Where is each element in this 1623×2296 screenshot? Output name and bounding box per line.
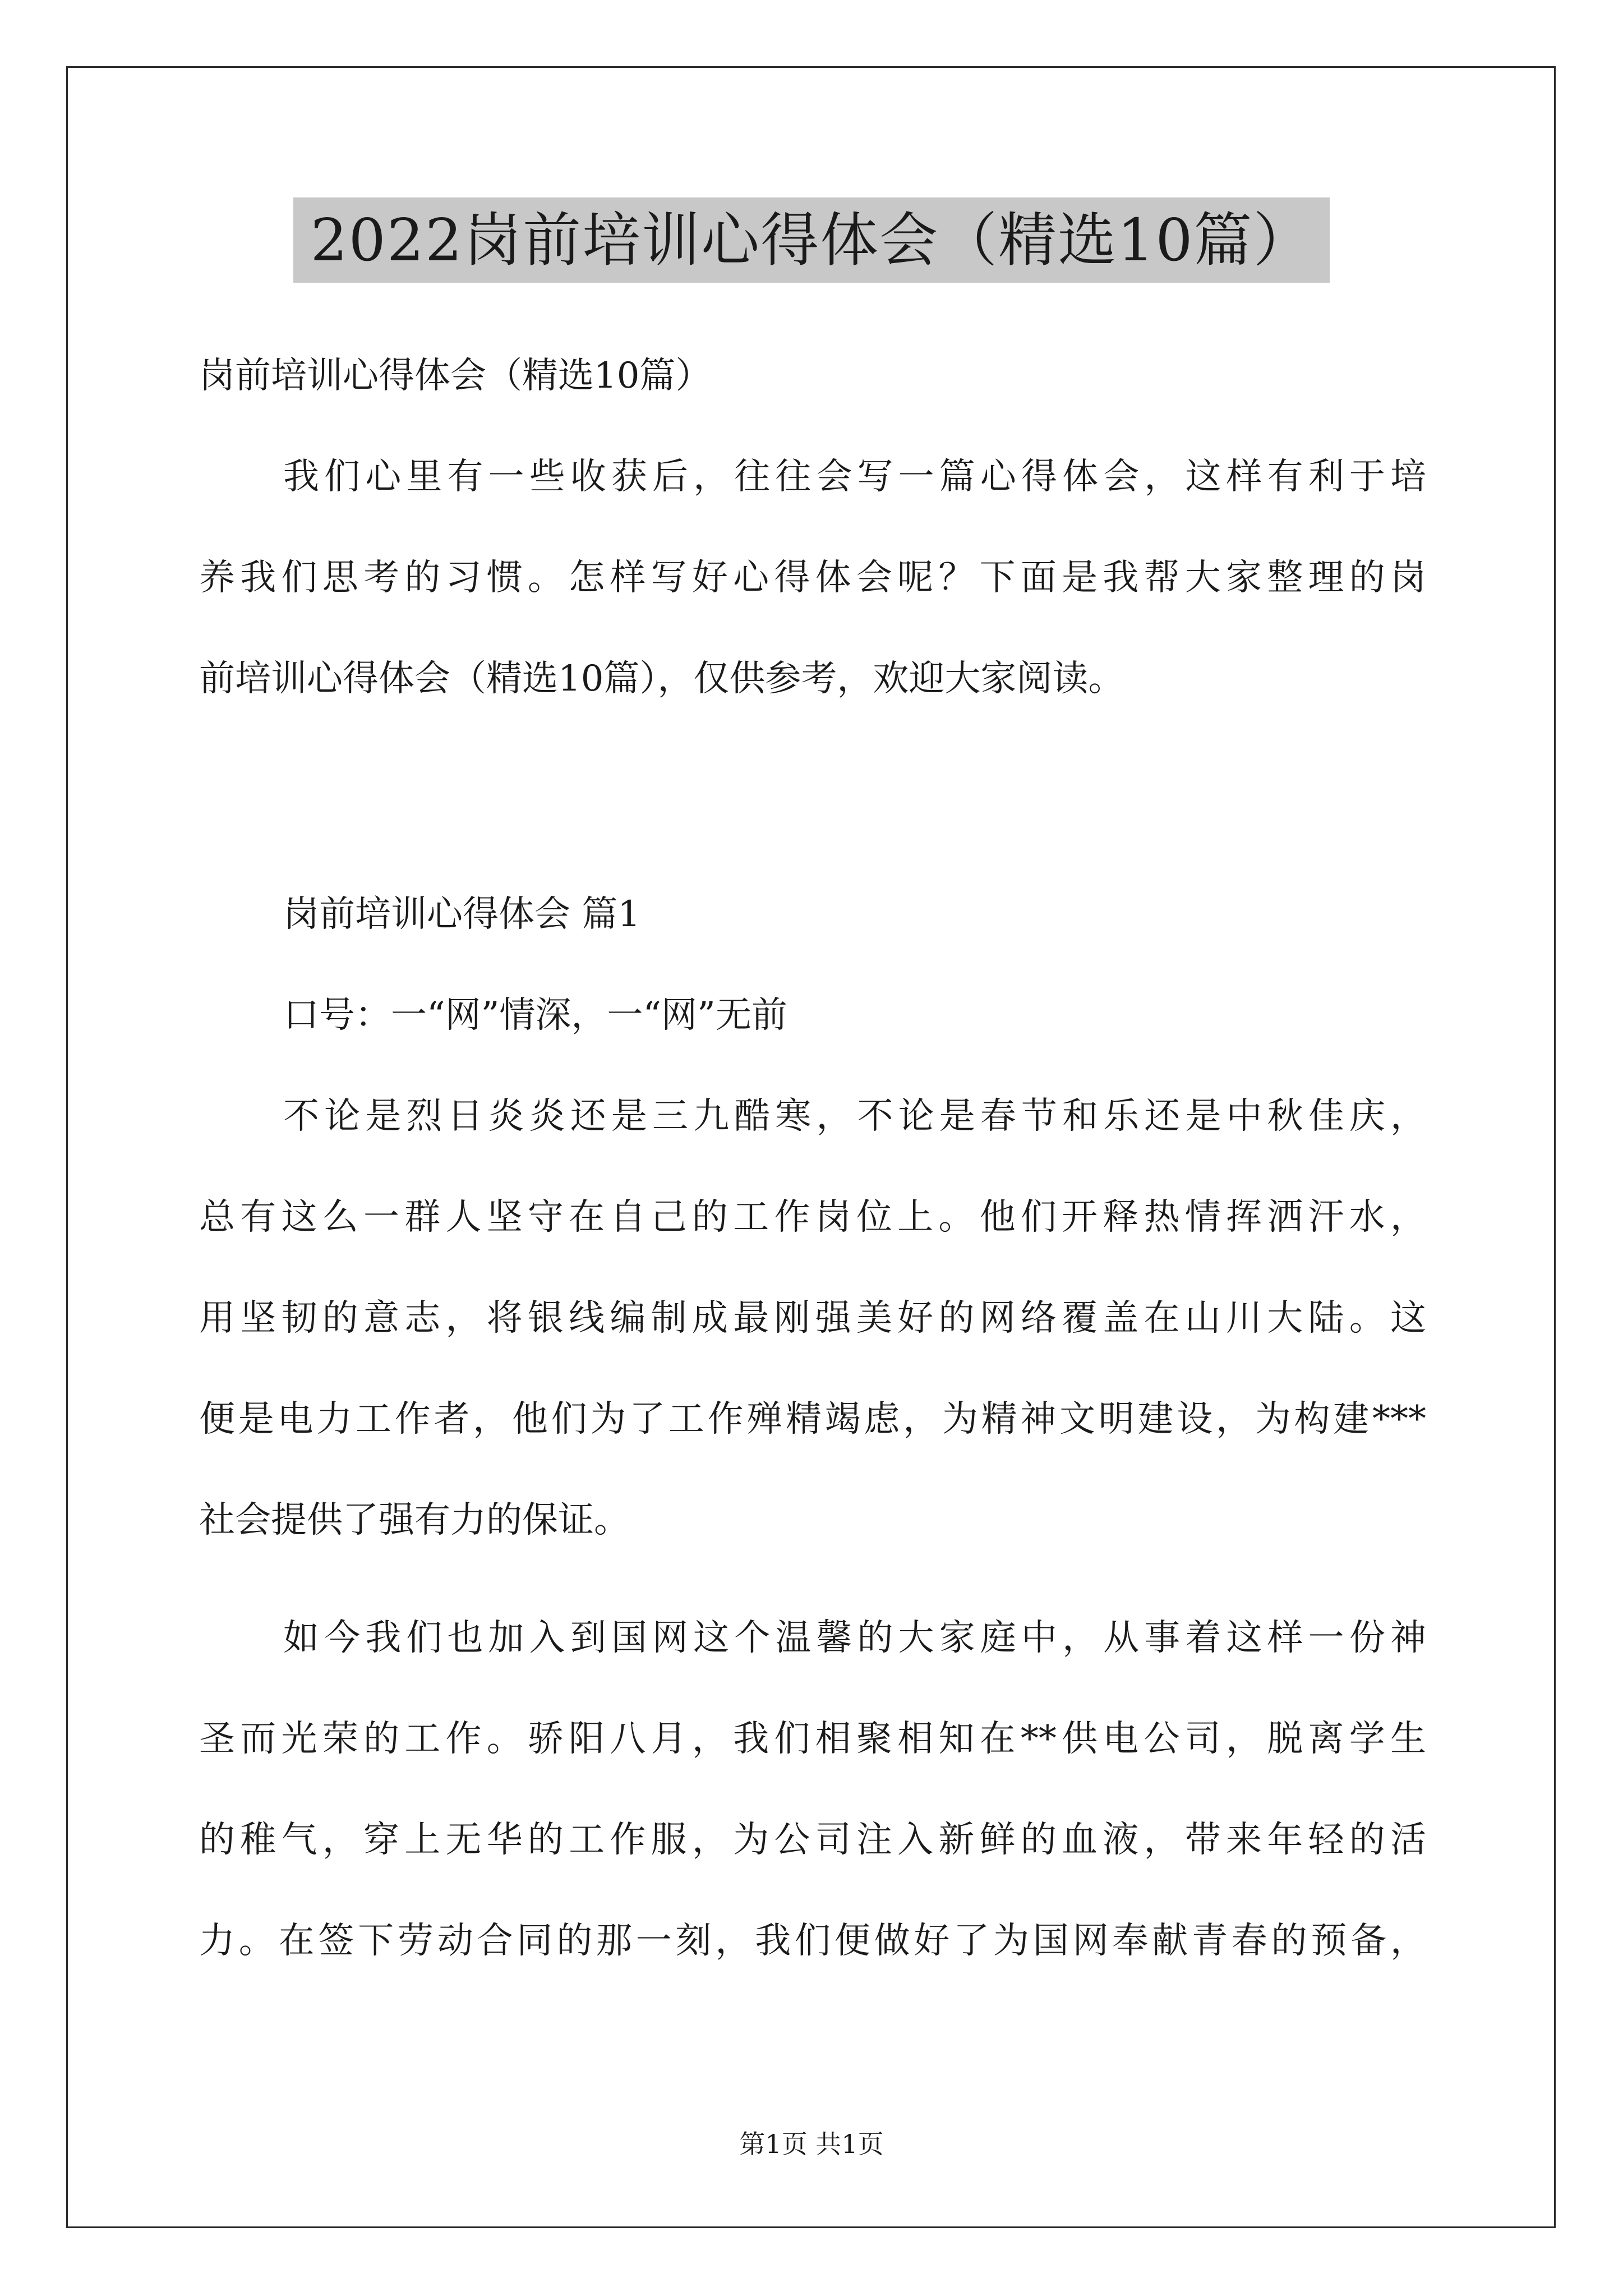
intro-line-1: 我们心里有一些收获后，往往会写一篇心得体会，这样有利于培 bbox=[283, 456, 1426, 498]
para1-line-3: 用坚韧的意志，将银线编制成最刚强美好的网络覆盖在山川大陆。这 bbox=[199, 1297, 1426, 1339]
document-title: 2022岗前培训心得体会（精选10篇） bbox=[293, 197, 1329, 283]
para1-line-4: 便是电力工作者，他们为了工作殚精竭虑，为精神文明建设，为构建*** bbox=[199, 1398, 1426, 1440]
para2-line-2: 圣而光荣的工作。骄阳八月，我们相聚相知在**供电公司，脱离学生 bbox=[199, 1718, 1426, 1760]
para1-line-2: 总有这么一群人坚守在自己的工作岗位上。他们开释热情挥洒汗水， bbox=[199, 1197, 1426, 1238]
para2-line-4: 力。在签下劳动合同的那一刻，我们便做好了为国网奉献青春的预备， bbox=[199, 1920, 1426, 1962]
para2-line-1: 如今我们也加入到国网这个温馨的大家庭中，从事着这样一份神 bbox=[283, 1617, 1426, 1659]
para1-line-1: 不论是烈日炎炎还是三九酷寒，不论是春节和乐还是中秋佳庆， bbox=[283, 1096, 1426, 1137]
page-number-footer: 第1页 共1页 bbox=[739, 2129, 884, 2159]
document-subtitle: 岗前培训心得体会（精选10篇） bbox=[199, 355, 712, 397]
slogan-line: 口号：一“网”情深，一“网”无前 bbox=[283, 995, 787, 1036]
para2-line-3: 的稚气，穿上无华的工作服，为公司注入新鲜的血液，带来年轻的活 bbox=[199, 1819, 1426, 1861]
title-container bbox=[0, 197, 1623, 283]
section-heading: 岗前培训心得体会 篇1 bbox=[283, 894, 641, 935]
intro-line-2: 养我们思考的习惯。怎样写好心得体会呢？下面是我帮大家整理的岗 bbox=[199, 557, 1426, 599]
para1-line-5: 社会提供了强有力的保证。 bbox=[199, 1499, 630, 1541]
intro-line-3: 前培训心得体会（精选10篇），仅供参考，欢迎大家阅读。 bbox=[199, 658, 1124, 700]
